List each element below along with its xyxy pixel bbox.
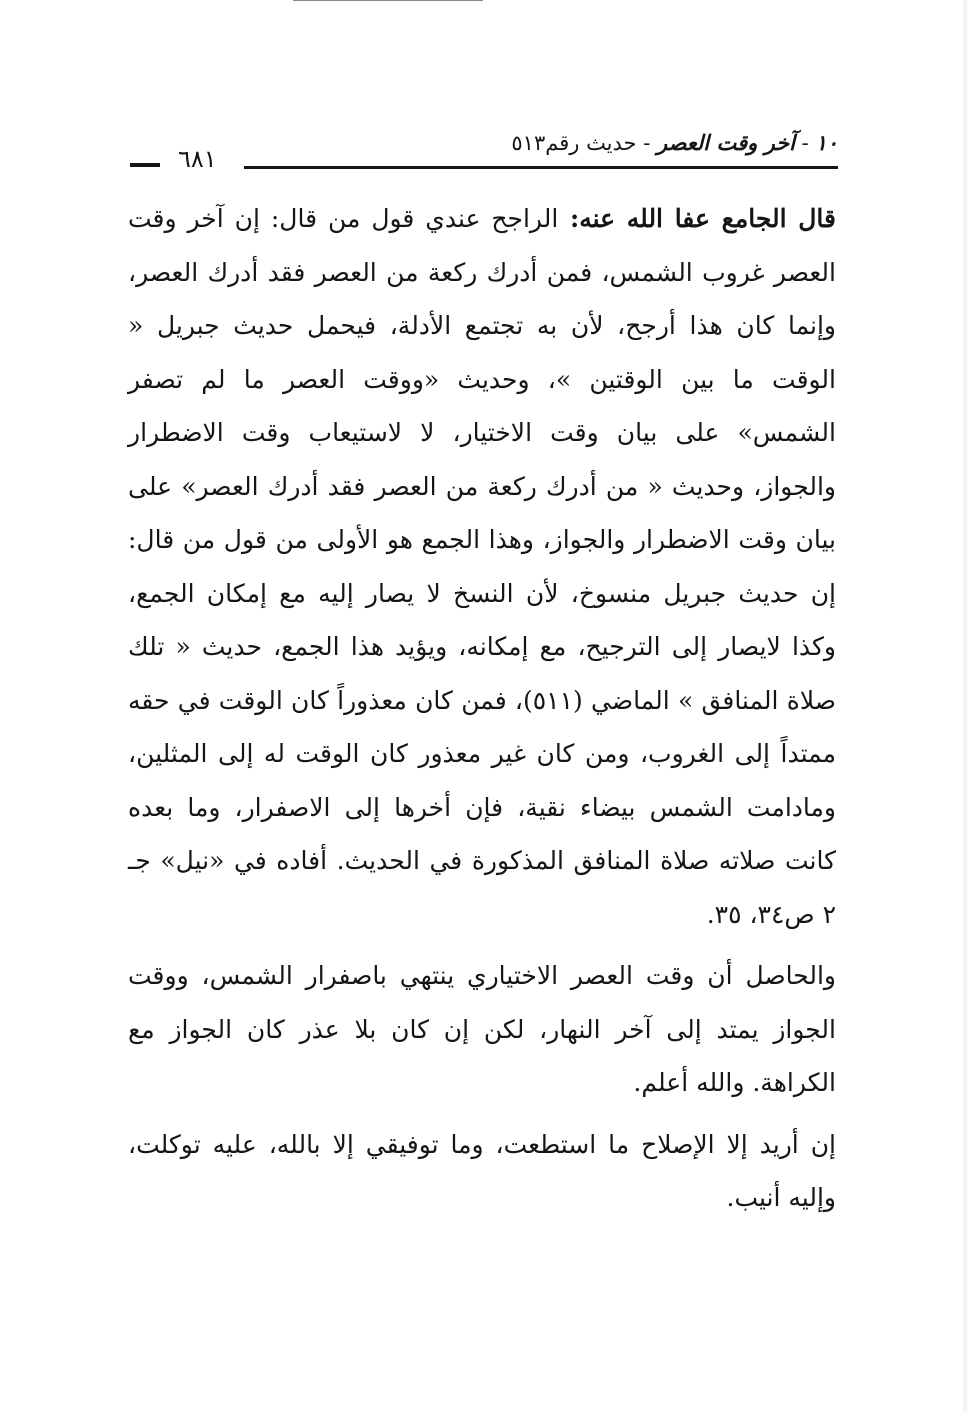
hadith-number-label: - حديث رقم٥١٣ <box>511 131 657 155</box>
top-scan-mark <box>293 0 483 1</box>
page-number-dash <box>130 163 160 167</box>
running-header <box>130 126 838 178</box>
header-rule <box>244 166 838 169</box>
paragraph-conclusion: والحاصل أن وقت العصر الاختياري ينتهي باصفرار الشمس، ووقت الجواز يمتد إلى آخر النهار، لكن إن كان بلا عذر كان الجواز مع الكراهة. والله أعلم. <box>128 961 836 1097</box>
page-body <box>128 192 836 1225</box>
paragraph-author-opinion <box>128 192 836 941</box>
chapter-title: آخر وقت العصر <box>656 130 795 155</box>
paragraph-closing-prayer: إن أريد إلا الإصلاح ما استطعت، وما توفيقي إلا بالله، عليه توكلت، وإليه أنيب. <box>128 1129 836 1212</box>
section-number: ١٠ <box>815 130 838 155</box>
paragraph-text: الراجح عندي قول من قال: إن آخر وقت العصر غروب الشمس، فمن أدرك ركعة من العصر فقد أدرك العصر، وإنما كان هذا أرجح، لأن به تجتمع الأدلة، فيحمل حديث جبريل « الوقت ما بين الوقتين »، وحديث «ووقت العصر ما لم تصفر الشمس» على بيان وقت الاختيار، لا لاستيعاب وقت الاضطرار والجواز، وحديث « من أدرك ركعة من العصر فقد أدرك العصر» على بيان وقت الاضطرار والجواز، وهذا الجمع هو الأولى من قول من قال: إن حديث جبريل منسوخ، لأن النسخ لا يصار إليه مع إمكان الجمع، وكذا لايصار إلى الترجيح، مع إمكانه، ويؤيد هذا الجمع، حديث « تلك صلاة المنافق » الماضي (٥١١)، فمن كان معذوراً كان الوقت في حقه ممتداً إلى الغروب، ومن كان غير معذور كان الوقت له إلى المثلين، ومادامت الشمس بيضاء نقية، فإن أخرها إلى الاصفرار، وما بعده كانت صلاته صلاة المنافق المذكورة في الحديث. أفاده في «نيل» جـ ٢ ص٣٤، ٣٥. <box>128 204 836 929</box>
page-number: ٦٨١ <box>178 145 217 173</box>
scan-edge-shadow <box>961 0 967 1412</box>
paragraph-lead: قال الجامع عفا الله عنه: <box>558 204 837 233</box>
header-dash: - <box>794 131 816 155</box>
header-title <box>511 130 838 156</box>
